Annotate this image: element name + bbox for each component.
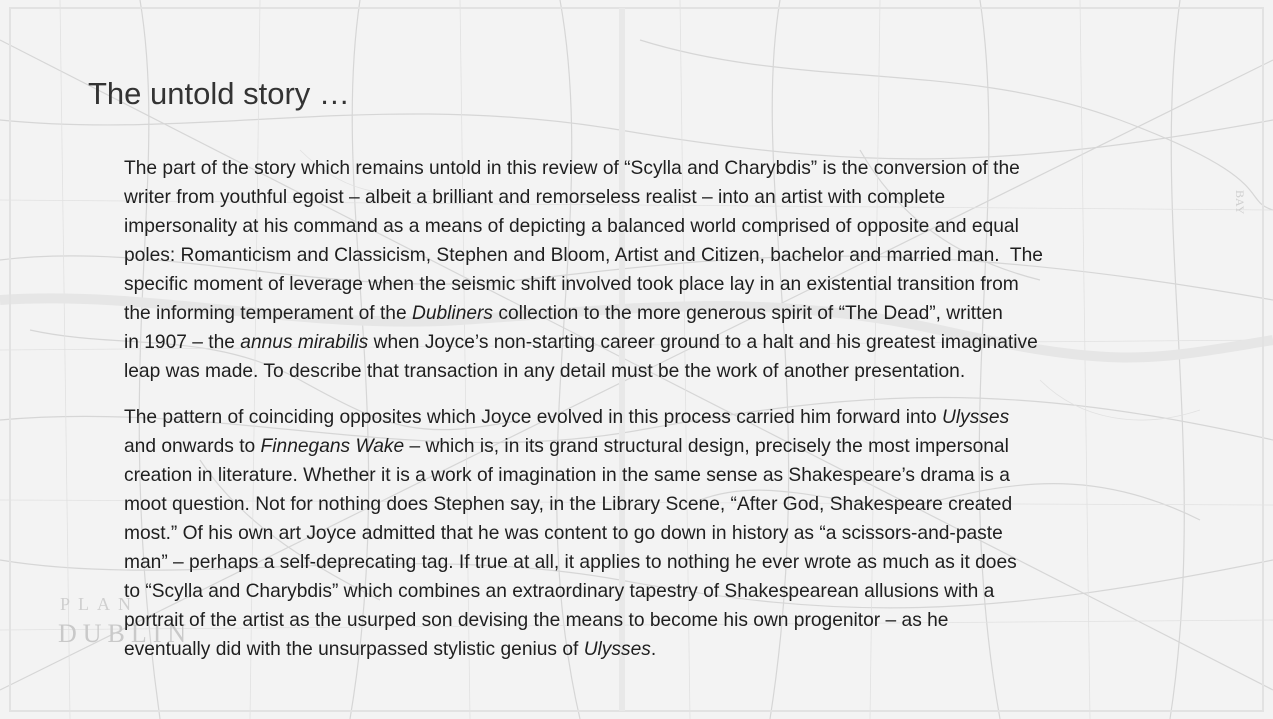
text-run: – which is, in its grand structural design, precisely the most impersonal bbox=[404, 436, 1009, 457]
text-run: portrait of the artist as the usurped son devising the means to become his own progenitor – as he bbox=[124, 610, 949, 631]
text-run: writer from youthful egoist – albeit a brilliant and remorseless realist – into an artist with complete bbox=[124, 187, 946, 208]
text-line bbox=[124, 357, 1189, 386]
italic-title-text: Dubliners bbox=[411, 303, 494, 324]
map-label-plan: PLAN bbox=[60, 594, 140, 614]
italic-title-text: Finnegans Wake bbox=[260, 436, 405, 457]
slide-title: The untold story … bbox=[88, 76, 350, 111]
text-line bbox=[124, 241, 1189, 270]
text-line bbox=[124, 432, 1189, 461]
text-line bbox=[124, 154, 1189, 183]
text-line bbox=[124, 403, 1189, 432]
map-label-bay: BAY bbox=[1233, 190, 1247, 215]
text-run: in 1907 – the bbox=[124, 332, 241, 353]
italic-title-text: Ulysses bbox=[583, 639, 651, 660]
italic-title-text: annus mirabilis bbox=[240, 332, 369, 353]
text-line bbox=[124, 519, 1189, 548]
body-paragraph bbox=[124, 154, 1189, 386]
text-line bbox=[124, 606, 1189, 635]
text-line bbox=[124, 299, 1189, 328]
text-line bbox=[124, 183, 1189, 212]
body-paragraph bbox=[124, 403, 1189, 664]
text-run: The pattern of coinciding opposites which Joyce evolved in this process carried him forward into bbox=[124, 407, 943, 428]
text-line bbox=[124, 461, 1189, 490]
text-run: eventually did with the unsurpassed stylistic genius of bbox=[124, 639, 584, 660]
text-run: and onwards to bbox=[124, 436, 261, 457]
text-run: leap was made. To describe that transaction in any detail must be the work of another presentation. bbox=[124, 361, 966, 382]
text-run: moot question. Not for nothing does Stephen say, in the Library Scene, “After God, Shakespeare created bbox=[124, 494, 1013, 515]
text-line bbox=[124, 577, 1189, 606]
text-run: the informing temperament of the bbox=[124, 303, 412, 324]
text-line bbox=[124, 635, 1189, 664]
text-run: . bbox=[650, 639, 657, 660]
map-label-dublin: DUBLIN bbox=[58, 619, 193, 648]
text-run: man” – perhaps a self-deprecating tag. If true at all, it applies to nothing he ever wrote as much as it does bbox=[124, 552, 1017, 573]
text-run: creation in literature. Whether it is a work of imagination in the same sense as Shakespeare’s drama is a bbox=[124, 465, 1010, 486]
slide-body-text bbox=[124, 154, 1189, 681]
text-run: most.” Of his own art Joyce admitted that he was content to go down in history as “a scissors-and-paste bbox=[124, 523, 1003, 544]
italic-title-text: Ulysses bbox=[942, 407, 1010, 428]
text-run: poles: Romanticism and Classicism, Stephen and Bloom, Artist and Citizen, bachelor and married man. The bbox=[124, 245, 1043, 266]
text-run: specific moment of leverage when the seismic shift involved took place lay in an existential transition from bbox=[124, 274, 1019, 295]
text-line bbox=[124, 490, 1189, 519]
text-run: collection to the more generous spirit of “The Dead”, written bbox=[493, 303, 1003, 324]
text-line bbox=[124, 328, 1189, 357]
text-run: impersonality at his command as a means of depicting a balanced world comprised of opposite and equal bbox=[124, 216, 1019, 237]
text-line bbox=[124, 212, 1189, 241]
text-run: when Joyce’s non-starting career ground to a halt and his greatest imaginative bbox=[368, 332, 1038, 353]
text-run: to “Scylla and Charybdis” which combines an extraordinary tapestry of Shakespearean allusions with a bbox=[124, 581, 995, 602]
text-run: The part of the story which remains untold in this review of “Scylla and Charybdis” is the conversion of the bbox=[124, 158, 1020, 179]
text-line bbox=[124, 270, 1189, 299]
text-line bbox=[124, 548, 1189, 577]
